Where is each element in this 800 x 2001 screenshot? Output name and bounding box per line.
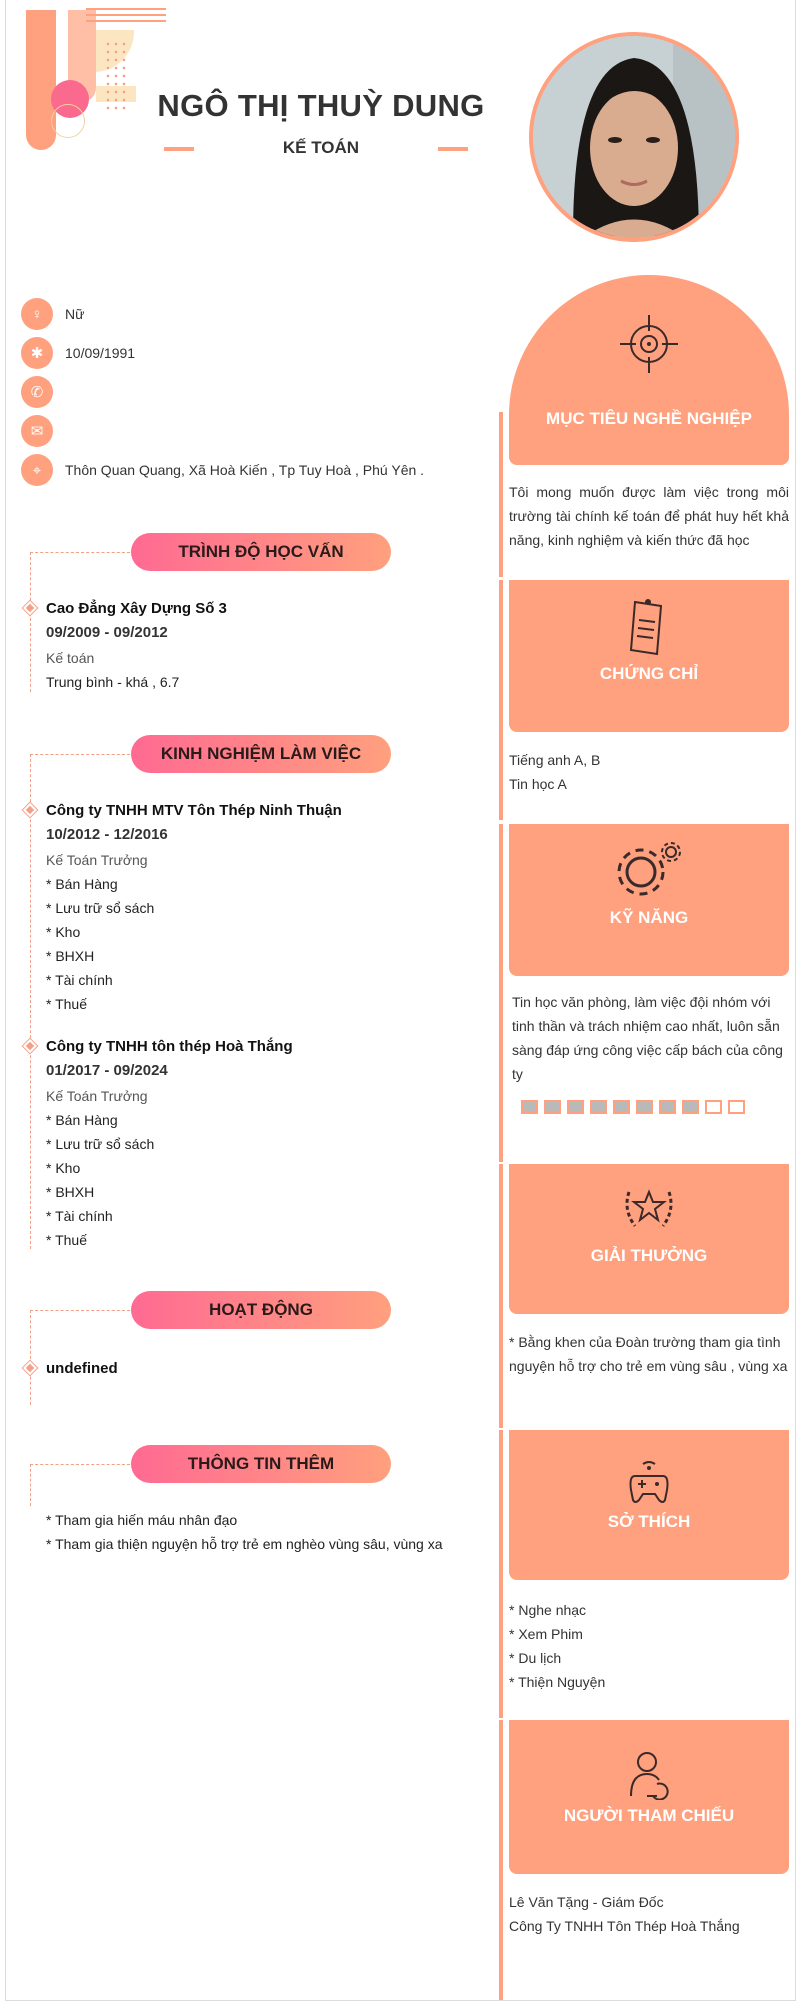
skill-level-box (705, 1100, 722, 1114)
candidate-title: KẾ TOÁN (282, 138, 360, 157)
skill-level-box (590, 1100, 607, 1114)
skill-level-box (521, 1100, 538, 1114)
skill-level-box (728, 1100, 745, 1114)
more-info-line: * Tham gia hiến máu nhân đạo (46, 1512, 238, 1528)
section-connector (30, 1464, 31, 1506)
contact-gender-text: Nữ (65, 306, 85, 322)
certificates-header (509, 580, 789, 732)
awards-header (509, 1164, 789, 1314)
contact-gender (21, 298, 84, 330)
experience-duty: * Kho (46, 1160, 81, 1176)
birthday-cake-icon: ✱ (21, 337, 53, 369)
hobby-item: * Nghe nhạc (509, 1602, 587, 1618)
awards-text: * Bằng khen của Đoàn trường tham gia tình nguyện hỗ trợ cho trẻ em vùng sâu , vùng xa (509, 1334, 788, 1374)
skill-level-box (544, 1100, 561, 1114)
objective-text: Tôi mong muốn được làm việc trong môi trường tài chính kế toán để phát huy hết khả năng, kinh nghiệm và kiến thức đã học (509, 484, 789, 548)
hobby-item: * Du lịch (509, 1650, 562, 1666)
section-connector (30, 1310, 130, 1311)
certificate-line: Tin học A (509, 776, 567, 792)
experience-duty: * Kho (46, 924, 81, 940)
activities-heading: HOẠT ĐỘNG (131, 1291, 391, 1329)
person-refresh-icon (629, 1748, 669, 1807)
references-heading: NGƯỜI THAM CHIẾU (563, 1806, 735, 1825)
activity-item: undefined (46, 1360, 118, 1377)
avatar-photo (533, 36, 735, 238)
contact-address-text: Thôn Quan Quang, Xã Hoà Kiến , Tp Tuy Hoà , Phú Yên . (65, 462, 425, 478)
skills-heading: KỸ NĂNG (609, 908, 689, 927)
resume-page (5, 0, 796, 2001)
experience-duty: * Bán Hàng (46, 1112, 118, 1128)
email-icon: ✉ (21, 415, 53, 447)
section-connector (30, 1310, 31, 1405)
timeline-marker (22, 600, 39, 617)
hobby-item: * Thiện Nguyện (509, 1674, 606, 1690)
section-connector (30, 552, 130, 553)
title-divider (438, 147, 468, 151)
education-major: Kế toán (46, 650, 95, 666)
experience-duty: * Thuế (46, 1232, 87, 1248)
experience-company: Công ty TNHH tôn thép Hoà Thắng (46, 1038, 293, 1055)
hobbies-heading: SỞ THÍCH (607, 1512, 691, 1531)
experience-duty: * Bán Hàng (46, 876, 118, 892)
header-decoration (104, 40, 128, 110)
experience-date: 10/2012 - 12/2016 (46, 826, 168, 843)
timeline-marker (22, 802, 39, 819)
more-info-line: * Tham gia thiện nguyện hỗ trợ trẻ em nghèo vùng sâu, vùng xa (46, 1536, 443, 1552)
hobbies-header (509, 1430, 789, 1580)
contact-phone[interactable] (21, 376, 65, 408)
laurel-star-icon (621, 1178, 677, 1241)
experience-heading: KINH NGHIỆM LÀM VIỆC (131, 735, 391, 773)
education-school: Cao Đẳng Xây Dựng Số 3 (46, 600, 227, 617)
experience-position: Kế Toán Trưởng (46, 852, 148, 868)
candidate-name: NGÔ THỊ THUỲ DUNG (157, 88, 485, 123)
certificates-heading: CHỨNG CHỈ (599, 664, 699, 683)
education-date: 09/2009 - 09/2012 (46, 624, 168, 641)
header-decoration (51, 104, 85, 138)
avatar (529, 32, 739, 242)
location-icon: ⌖ (21, 454, 53, 486)
experience-date: 01/2017 - 09/2024 (46, 1062, 168, 1079)
objective-header (509, 275, 789, 465)
experience-duty: * Thuế (46, 996, 87, 1012)
experience-duty: * BHXH (46, 1184, 95, 1200)
hobby-item: * Xem Phim (509, 1626, 583, 1642)
gender-icon: ♀ (21, 298, 53, 330)
skills-header (509, 824, 789, 976)
timeline-marker (22, 1038, 39, 1055)
skill-level-box (659, 1100, 676, 1114)
contact-address (21, 454, 424, 486)
reference-line: Công Ty TNHH Tôn Thép Hoà Thắng (509, 1918, 740, 1934)
contact-birthday-text: 10/09/1991 (65, 345, 136, 361)
phone-icon: ✆ (21, 376, 53, 408)
references-header (509, 1720, 789, 1874)
timeline-marker (22, 1360, 39, 1377)
experience-duty: * BHXH (46, 948, 95, 964)
experience-duty: * Tài chính (46, 1208, 113, 1224)
skill-level-box (613, 1100, 630, 1114)
education-heading: TRÌNH ĐỘ HỌC VẤN (131, 533, 391, 571)
gears-icon (611, 836, 687, 909)
skill-level-meter (521, 1098, 751, 1116)
experience-duty: * Tài chính (46, 972, 113, 988)
gamepad-icon (629, 1460, 669, 1511)
contact-email[interactable] (21, 415, 65, 447)
reference-line: Lê Văn Tặng - Giám Đốc (509, 1894, 664, 1910)
section-connector (30, 552, 31, 692)
education-grade: Trung bình - khá , 6.7 (46, 674, 180, 690)
skill-level-box (567, 1100, 584, 1114)
skills-text: Tin học văn phòng, làm việc đội nhóm với tinh thần và trách nhiệm cao nhất, luôn sẵn sàng đáp ứng công việc cấp bách của công ty (512, 994, 783, 1082)
section-connector (30, 754, 130, 755)
contact-birthday (21, 337, 135, 369)
header-decoration (86, 8, 166, 26)
objective-heading: MỤC TIÊU NGHỀ NGHIỆP (546, 409, 752, 428)
certificate-line: Tiếng anh A, B (509, 752, 601, 768)
section-connector (30, 754, 31, 1249)
certificate-icon (627, 596, 671, 667)
experience-position: Kế Toán Trưởng (46, 1088, 148, 1104)
skill-level-box (636, 1100, 653, 1114)
experience-duty: * Lưu trữ sổ sách (46, 900, 155, 916)
skill-level-box (682, 1100, 699, 1114)
more-info-heading: THÔNG TIN THÊM (131, 1445, 391, 1483)
target-icon (618, 313, 680, 382)
experience-duty: * Lưu trữ sổ sách (46, 1136, 155, 1152)
section-connector (30, 1464, 130, 1465)
experience-company: Công ty TNHH MTV Tôn Thép Ninh Thuận (46, 802, 342, 819)
awards-heading: GIẢI THƯỞNG (590, 1246, 708, 1265)
header-decoration (26, 10, 56, 150)
